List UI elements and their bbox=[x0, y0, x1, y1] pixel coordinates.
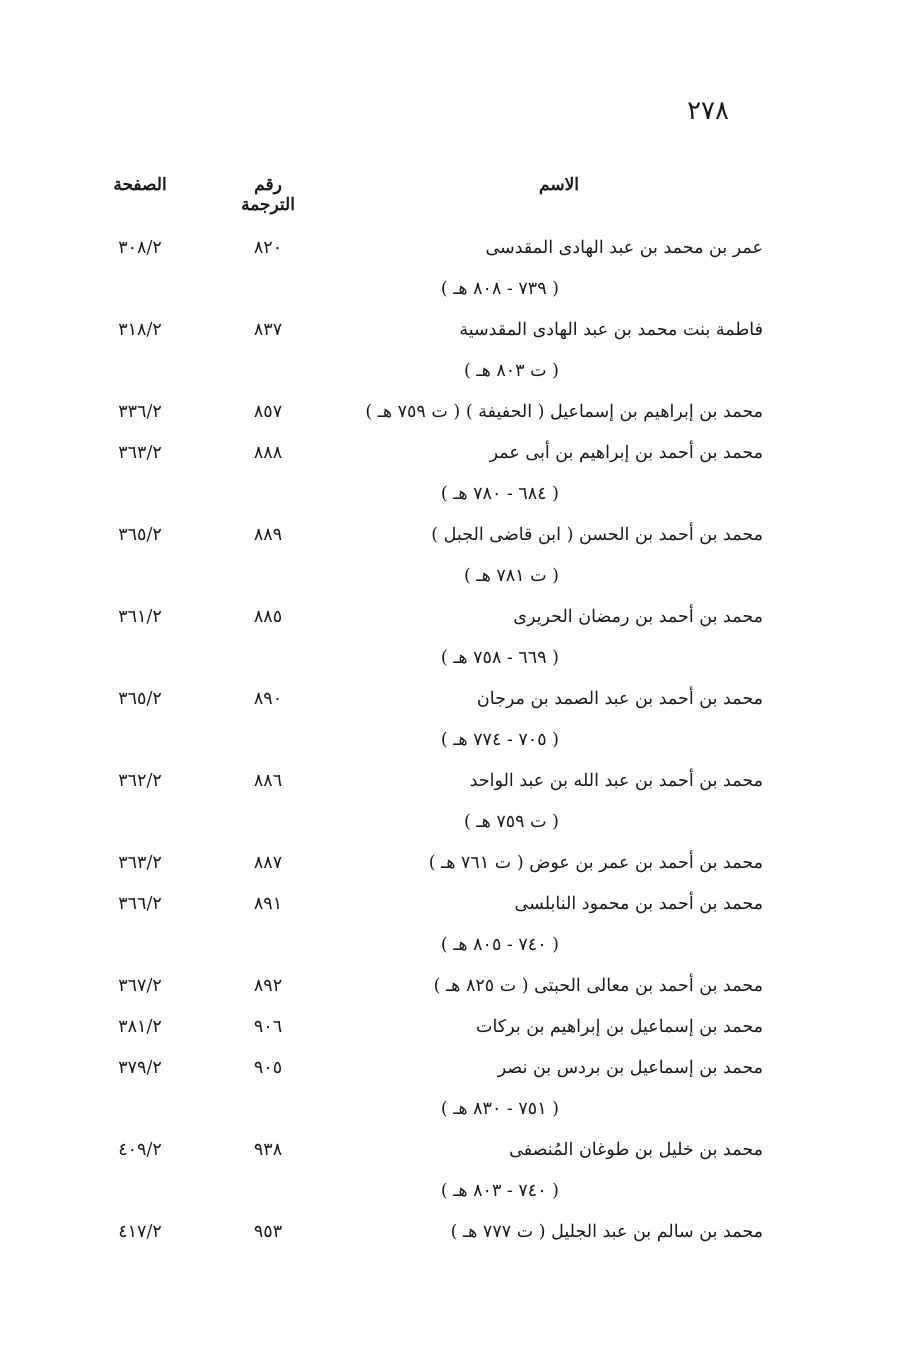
entry-name: محمد بن أحمد بن رمضان الحريرى bbox=[513, 607, 763, 627]
index-entry bbox=[0, 1212, 909, 1253]
entry-main-line bbox=[0, 761, 909, 802]
index-entry bbox=[0, 597, 909, 679]
entry-dates-line bbox=[0, 351, 909, 392]
entry-page: ٣٦٧/٢ bbox=[118, 976, 162, 996]
entry-number: ٩٠٦ bbox=[253, 1017, 283, 1037]
index-entry bbox=[0, 515, 909, 597]
entry-page: ٣٦٥/٢ bbox=[118, 525, 162, 545]
entry-number: ٨٥٧ bbox=[253, 402, 283, 422]
entry-dates-line bbox=[0, 269, 909, 310]
entry-main-line bbox=[0, 597, 909, 638]
index-entry bbox=[0, 884, 909, 966]
entry-dates-line bbox=[0, 925, 909, 966]
entry-number: ٨٨٨ bbox=[253, 443, 283, 463]
index-entry bbox=[0, 761, 909, 843]
entry-dates: ( ٦٦٩ - ٧٥٨ هـ ) bbox=[440, 648, 559, 668]
entry-main-line bbox=[0, 515, 909, 556]
index-entry bbox=[0, 310, 909, 392]
index-entry bbox=[0, 1130, 909, 1212]
entry-page: ٣٦٥/٢ bbox=[118, 689, 162, 709]
entry-main-line bbox=[0, 884, 909, 925]
entry-page: ٣٧٩/٢ bbox=[118, 1058, 162, 1078]
entry-page: ٣٨١/٢ bbox=[118, 1017, 162, 1037]
entry-main-line bbox=[0, 966, 909, 1007]
index-entry bbox=[0, 679, 909, 761]
entry-page: ٣٠٨/٢ bbox=[118, 238, 162, 258]
entry-dates: ( ت ٨٠٣ هـ ) bbox=[464, 361, 559, 381]
index-entry bbox=[0, 1007, 909, 1048]
entry-name: محمد بن خليل بن طوغان المُنصفى bbox=[509, 1140, 763, 1160]
entry-dates-line bbox=[0, 474, 909, 515]
entry-name: محمد بن سالم بن عبد الجليل ( ت ٧٧٧ هـ ) bbox=[450, 1222, 763, 1242]
entry-page: ٣١٨/٢ bbox=[118, 320, 162, 340]
index-entry bbox=[0, 392, 909, 433]
entry-name: محمد بن أحمد بن إبراهيم بن أبى عمر bbox=[489, 443, 763, 463]
entry-number: ٨٨٦ bbox=[253, 771, 283, 791]
entry-number: ٩٠٥ bbox=[253, 1058, 283, 1078]
entry-page: ٣٦٢/٢ bbox=[118, 771, 162, 791]
entry-dates: ( ت ٧٥٩ هـ ) bbox=[464, 812, 559, 832]
index-entry bbox=[0, 843, 909, 884]
entry-main-line bbox=[0, 433, 909, 474]
index-entry bbox=[0, 433, 909, 515]
entry-page: ٣٦٦/٢ bbox=[118, 894, 162, 914]
entry-page: ٣٦١/٢ bbox=[118, 607, 162, 627]
entry-page: ٣٣٦/٢ bbox=[118, 402, 162, 422]
entry-number: ٩٣٨ bbox=[253, 1140, 283, 1160]
entry-name: فاطمة بنت محمد بن عبد الهادى المقدسية bbox=[459, 320, 763, 340]
entry-main-line bbox=[0, 843, 909, 884]
entry-dates: ( ٦٨٤ - ٧٨٠ هـ ) bbox=[440, 484, 559, 504]
entry-dates: ( ٧٣٩ - ٨٠٨ هـ ) bbox=[440, 279, 559, 299]
page-number: ٢٧٨ bbox=[687, 96, 729, 126]
entry-dates: ( ٧٥١ - ٨٣٠ هـ ) bbox=[440, 1099, 559, 1119]
entry-name: محمد بن إبراهيم بن إسماعيل ( الحفيفة ) ( ت ٧٥٩ هـ ) bbox=[365, 402, 763, 422]
entry-dates-line bbox=[0, 802, 909, 843]
column-header-number: رقم الترجمة bbox=[241, 175, 295, 215]
entry-name: محمد بن أحمد بن عمر بن عوض ( ت ٧٦١ هـ ) bbox=[428, 853, 763, 873]
entry-number: ٨٢٠ bbox=[253, 238, 283, 258]
entry-page: ٣٦٣/٢ bbox=[118, 443, 162, 463]
index-entry bbox=[0, 1048, 909, 1130]
entry-page: ٤٠٩/٢ bbox=[118, 1140, 162, 1160]
entry-number: ٨٩٠ bbox=[253, 689, 283, 709]
entry-name: محمد بن أحمد بن عبد الصمد بن مرجان bbox=[476, 689, 763, 709]
entry-dates-line bbox=[0, 720, 909, 761]
entry-name: عمر بن محمد بن عبد الهادى المقدسى bbox=[485, 238, 763, 258]
entry-dates: ( ٧٤٠ - ٨٠٣ هـ ) bbox=[440, 1181, 559, 1201]
entry-page: ٤١٧/٢ bbox=[118, 1222, 162, 1242]
entry-dates: ( ت ٧٨١ هـ ) bbox=[464, 566, 559, 586]
index-entry bbox=[0, 966, 909, 1007]
entry-page: ٣٦٣/٢ bbox=[118, 853, 162, 873]
entry-name: محمد بن أحمد بن الحسن ( ابن قاضى الجبل ) bbox=[431, 525, 763, 545]
index-entries bbox=[0, 228, 909, 1253]
entry-main-line bbox=[0, 1048, 909, 1089]
entry-dates: ( ٧٤٠ - ٨٠٥ هـ ) bbox=[440, 935, 559, 955]
entry-dates-line bbox=[0, 638, 909, 679]
entry-number: ٨٨٥ bbox=[253, 607, 283, 627]
table-header bbox=[0, 175, 909, 215]
entry-main-line bbox=[0, 1212, 909, 1253]
entry-number: ٨٣٧ bbox=[253, 320, 283, 340]
column-header-name: الاسم bbox=[539, 175, 579, 195]
entry-main-line bbox=[0, 228, 909, 269]
entry-main-line bbox=[0, 1007, 909, 1048]
entry-number: ٨٨٧ bbox=[253, 853, 283, 873]
entry-main-line bbox=[0, 392, 909, 433]
entry-dates: ( ٧٠٥ - ٧٧٤ هـ ) bbox=[440, 730, 559, 750]
entry-name: محمد بن إسماعيل بن بردس بن نصر bbox=[497, 1058, 763, 1078]
entry-name: محمد بن أحمد بن محمود النابلسى bbox=[514, 894, 763, 914]
entry-dates-line bbox=[0, 1171, 909, 1212]
entry-main-line bbox=[0, 679, 909, 720]
entry-number: ٨٩٢ bbox=[253, 976, 283, 996]
entry-number: ٨٩١ bbox=[253, 894, 283, 914]
entry-main-line bbox=[0, 310, 909, 351]
entry-main-line bbox=[0, 1130, 909, 1171]
entry-number: ٩٥٣ bbox=[253, 1222, 283, 1242]
index-entry bbox=[0, 228, 909, 310]
entry-name: محمد بن أحمد بن عبد الله بن عبد الواحد bbox=[469, 771, 763, 791]
entry-name: محمد بن إسماعيل بن إبراهيم بن بركات bbox=[476, 1017, 763, 1037]
entry-dates-line bbox=[0, 556, 909, 597]
entry-name: محمد بن أحمد بن معالى الحبتى ( ت ٨٢٥ هـ ) bbox=[433, 976, 763, 996]
entry-dates-line bbox=[0, 1089, 909, 1130]
entry-number: ٨٨٩ bbox=[253, 525, 283, 545]
column-header-page: الصفحة bbox=[113, 175, 167, 195]
